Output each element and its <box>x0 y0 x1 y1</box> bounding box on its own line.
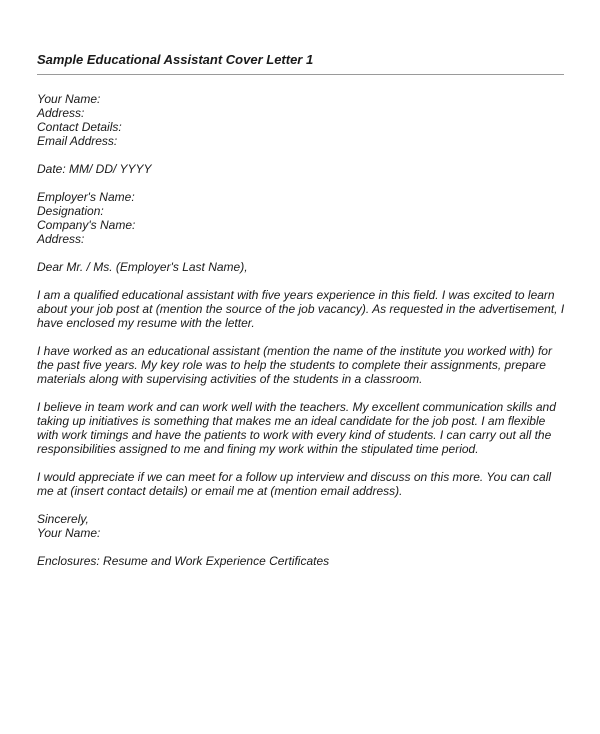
page-title: Sample Educational Assistant Cover Letter 1 <box>37 52 314 67</box>
recipient-employer-name: Employer's Name: <box>37 190 135 204</box>
letter-body <box>37 92 567 582</box>
sender-contact: Contact Details: <box>37 120 122 134</box>
recipient-address: Address: <box>37 232 85 246</box>
sender-block <box>37 92 567 148</box>
closing-valediction: Sincerely, <box>37 512 89 526</box>
closing-block <box>37 512 567 540</box>
recipient-designation: Designation: <box>37 204 104 218</box>
title-divider <box>37 74 564 75</box>
enclosures-text: Enclosures: Resume and Work Experience Certificates <box>37 554 330 568</box>
sender-address: Address: <box>37 106 85 120</box>
letter-date: Date: MM/ DD/ YYYY <box>37 162 152 176</box>
sender-name: Your Name: <box>37 92 101 106</box>
body-paragraph-3: I believe in team work and can work well with the teachers. My excellent communication skills and taking up initiatives is something that makes me an ideal candidate for the job post. I am flexible with work timings and have the patients to work with every kind of students. I can carry out all the responsibilities assigned to me and fining my work within the stipulated time period. <box>37 400 556 456</box>
salutation-text: Dear Mr. / Ms. (Employer's Last Name), <box>37 260 248 274</box>
enclosures <box>37 554 567 568</box>
sender-email: Email Address: <box>37 134 118 148</box>
date-block <box>37 162 567 176</box>
recipient-company-name: Company's Name: <box>37 218 136 232</box>
body-paragraph-4: I would appreciate if we can meet for a follow up interview and discuss on this more. You can call me at (insert contact details) or email me at (mention email address). <box>37 470 552 498</box>
closing-name: Your Name: <box>37 526 101 540</box>
recipient-block <box>37 190 567 246</box>
salutation <box>37 260 567 274</box>
body-paragraph-1: I am a qualified educational assistant with five years experience in this field. I was excited to learn about your job post at (mention the source of the job vacancy). As requested in the advertisement, I have enclosed my resume with the letter. <box>37 288 565 330</box>
body-paragraph-2: I have worked as an educational assistant (mention the name of the institute you worked with) for the past five years. My key role was to help the students to complete their assignments, prepare materials along with supervising activities of the students in a classroom. <box>37 344 552 386</box>
